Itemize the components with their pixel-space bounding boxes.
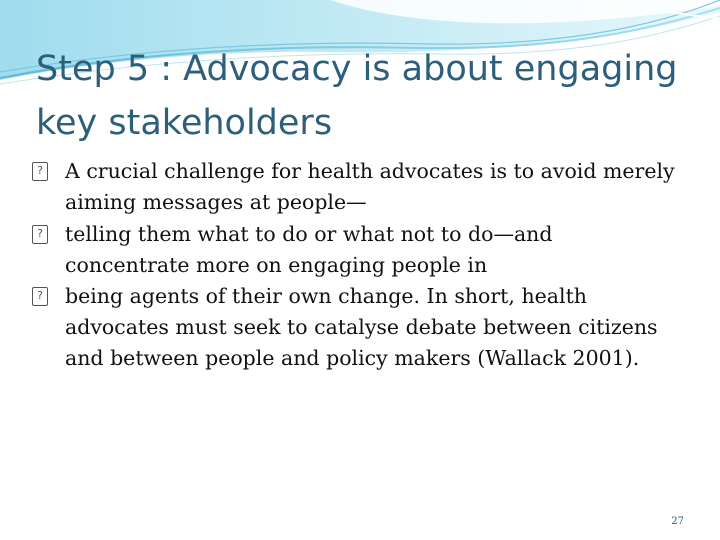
- list-item: [32, 156, 682, 218]
- bullet-list: [32, 156, 682, 375]
- bullet-text: telling them what to do or what not to do—and concentrate more on engaging people in: [65, 221, 553, 277]
- missing-glyph-bullet-icon: ?: [32, 225, 48, 244]
- bullet-text: A crucial challenge for health advocates is to avoid merely aiming messages at people—: [65, 159, 675, 214]
- page-number: 27: [671, 516, 684, 527]
- missing-glyph-bullet-icon: ?: [32, 287, 48, 306]
- bullet-text: being agents of their own change. In short, health advocates must seek to catalyse debate between citizens and between people and policy makers (Wallack 2001).: [65, 284, 658, 370]
- list-item: [32, 219, 682, 281]
- slide-title: Step 5 : Advocacy is about engaging key stakeholders: [36, 49, 678, 143]
- missing-glyph-bullet-icon: ?: [32, 162, 48, 181]
- list-item: [32, 281, 682, 374]
